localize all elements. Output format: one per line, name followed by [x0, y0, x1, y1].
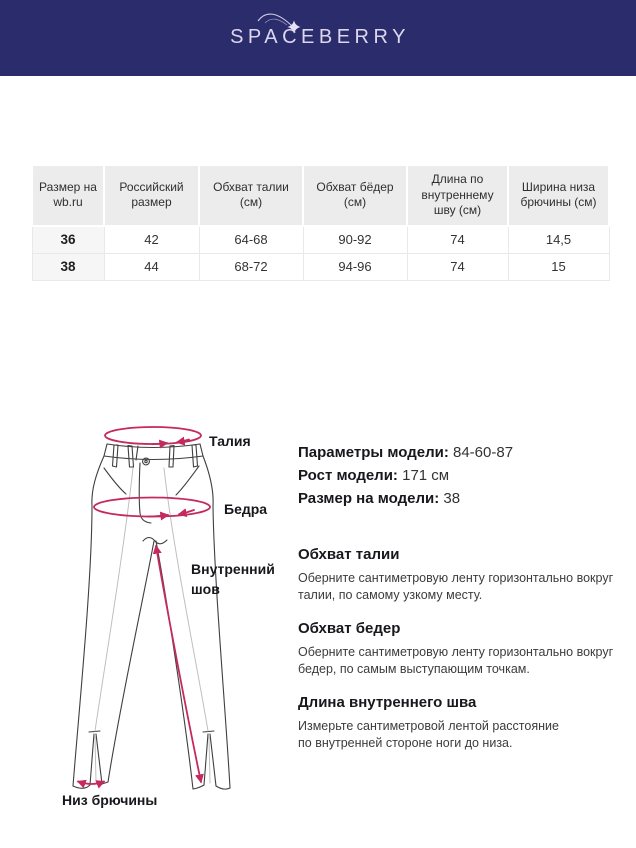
column-header-wb-size: Размер на wb.ru [32, 165, 104, 226]
cell-ru-size: 42 [104, 226, 199, 254]
model-height-label: Рост модели: [298, 467, 398, 484]
section-body: Оберните сантиметровую ленту горизонтально вокруг бедер, по самым выступающим точкам. [298, 645, 614, 676]
model-params-line [298, 444, 513, 460]
section-title: Обхват бедер [298, 620, 401, 637]
brand-header [0, 0, 636, 76]
diagram-label-inseam: Внутренний шов [191, 561, 275, 597]
pants-outline [73, 444, 230, 789]
diagram-label-hips: Бедра [224, 501, 268, 517]
cell-hips: 90-92 [303, 226, 407, 254]
model-info [298, 444, 513, 513]
pocket-right [176, 466, 199, 495]
model-size-value: 38 [443, 490, 461, 507]
brand-logo: SPACEBERRY [230, 26, 410, 48]
guide-section-hips [298, 620, 616, 678]
model-params-label: Параметры модели: [298, 444, 449, 461]
belt-loop [192, 445, 198, 467]
cell-inseam-length: 74 [407, 226, 508, 254]
cell-hem-width: 14,5 [508, 226, 609, 254]
column-header-inseam-length: Длина по внутреннему шву (см) [407, 165, 508, 226]
model-size-label: Размер на модели: [298, 490, 440, 507]
cell-hips: 94-96 [303, 253, 407, 280]
column-header-waist: Обхват талии (см) [199, 165, 303, 226]
cell-hem-width: 15 [508, 253, 609, 280]
waist-measure-ellipse [105, 427, 201, 444]
model-size-line [298, 490, 513, 506]
hem-width-measure-arrow [78, 782, 104, 785]
pocket-left [104, 468, 126, 494]
cell-wb-size: 38 [32, 253, 104, 280]
belt-loop [169, 446, 174, 467]
table-row [32, 226, 609, 254]
cell-inseam-length: 74 [407, 253, 508, 280]
diagram-label-waist: Талия [209, 433, 251, 449]
hip-measure-ellipse [94, 498, 210, 517]
diagram-label-hem: Низ брючины [62, 792, 158, 808]
cell-waist: 68-72 [199, 253, 303, 280]
cell-waist: 64-68 [199, 226, 303, 254]
guide-section-waist [298, 546, 616, 604]
cell-wb-size: 36 [32, 226, 104, 254]
size-table-header [32, 165, 609, 226]
column-header-hips: Обхват бёдер (см) [303, 165, 407, 226]
crease-lines [95, 468, 210, 783]
size-table [31, 164, 610, 281]
model-params-value: 84-60-87 [453, 444, 514, 461]
belt-loop [128, 446, 134, 467]
model-height-line [298, 467, 513, 483]
section-title: Длина внутреннего шва [298, 694, 477, 711]
table-row [32, 253, 609, 280]
model-height-value: 171 см [402, 467, 450, 484]
cell-ru-size: 44 [104, 253, 199, 280]
guide-section-inseam [298, 694, 616, 752]
column-header-ru-size: Российский размер [104, 165, 199, 226]
section-title: Обхват талии [298, 546, 400, 563]
belt-loop [113, 445, 119, 467]
pants-line-drawing [40, 410, 290, 812]
section-body: Оберните сантиметровую ленту горизонтально вокруг талии, по самому узкому месту. [298, 571, 614, 602]
column-header-hem-width: Ширина низа брючины (см) [508, 165, 609, 226]
section-body: Измерьте сантиметровой лентой расстояние по внутренней стороне ноги до низа. [298, 719, 559, 750]
